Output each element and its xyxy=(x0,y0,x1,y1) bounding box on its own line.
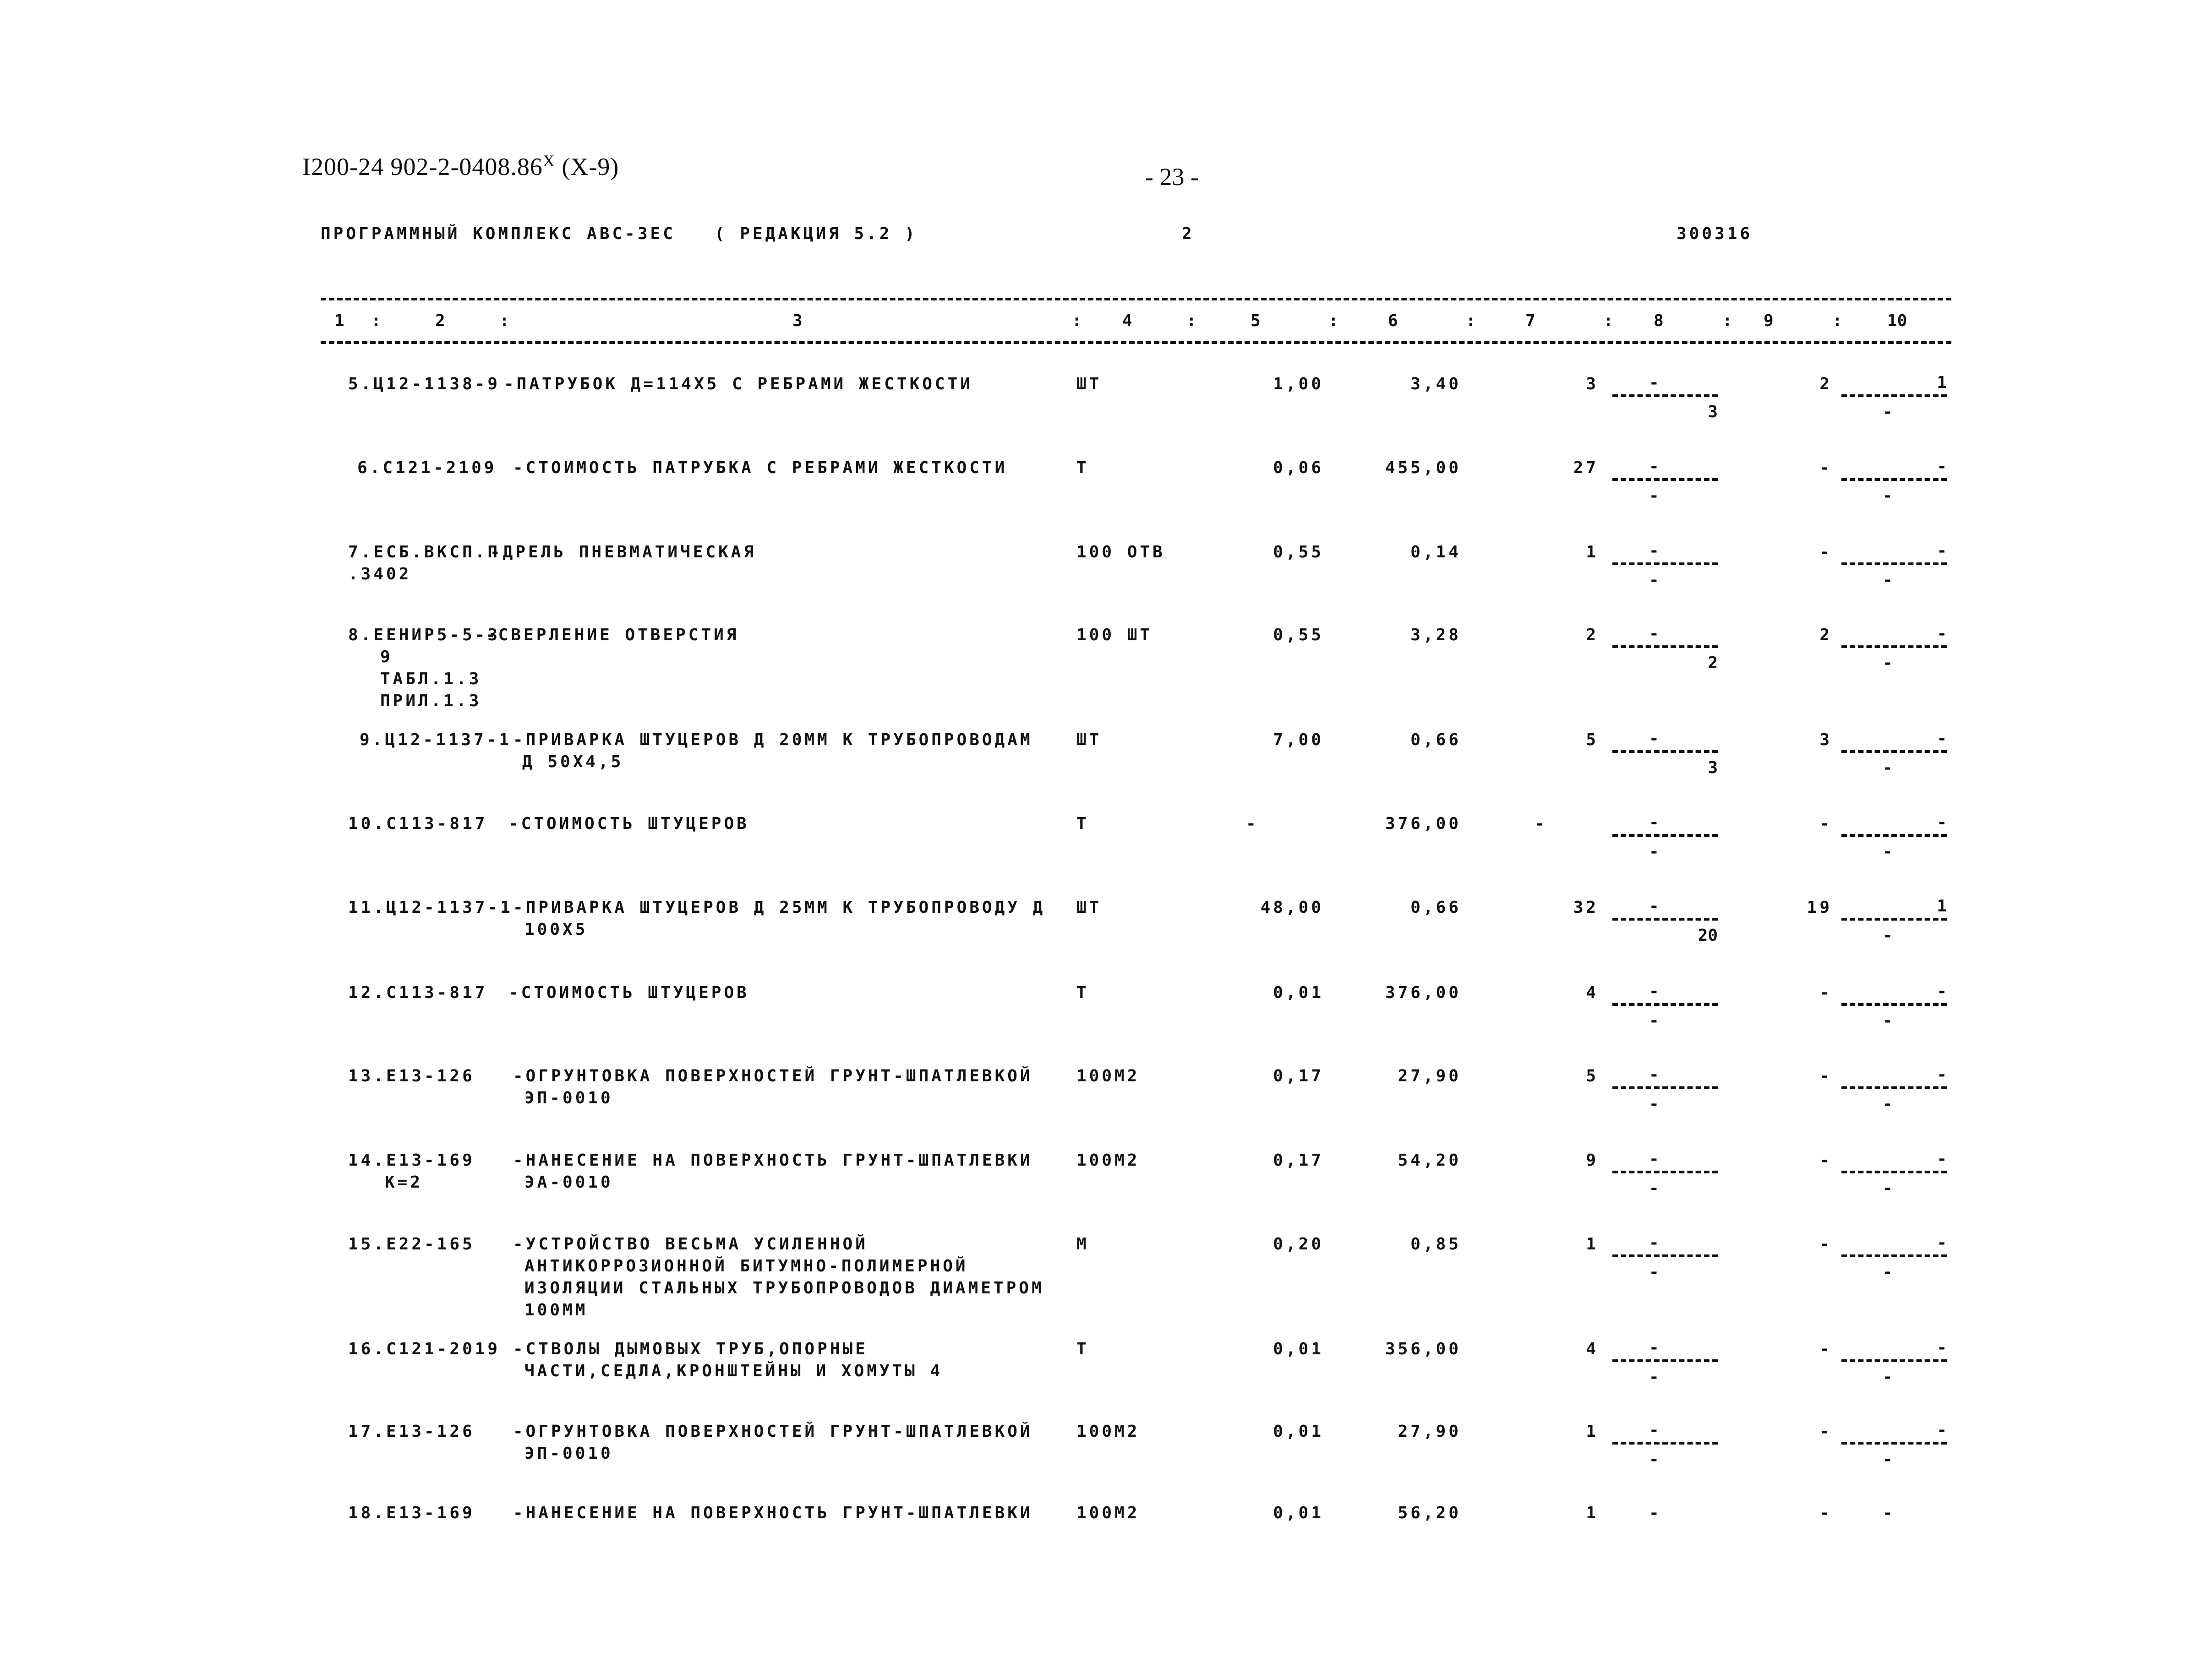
row-col10: - xyxy=(1883,1504,1895,1522)
col10-numerator: - xyxy=(1937,1150,1947,1168)
row-col10-fraction xyxy=(1841,373,1947,437)
col10-numerator: - xyxy=(1937,457,1947,476)
row-col8-fraction xyxy=(1612,1233,1718,1298)
row-description-line2: ЭП-0010 xyxy=(524,1089,613,1107)
col-num-7: 7 xyxy=(1525,311,1535,330)
row-quantity: - xyxy=(1246,814,1259,833)
doc-code-text: I200-24 902-2-0408.86 xyxy=(302,153,543,180)
row-col9: - xyxy=(1819,1504,1832,1522)
row-code-line2: К=2 xyxy=(385,1173,423,1192)
row-quantity: 0,01 xyxy=(1273,1422,1324,1441)
row-col8-fraction xyxy=(1612,897,1718,961)
col10-denominator: - xyxy=(1883,1011,1893,1030)
row-code: 7.ЕСБ.ВКСП.П xyxy=(348,543,501,562)
row-unit: М xyxy=(1076,1235,1089,1254)
row-col10-fraction xyxy=(1841,457,1947,521)
row-description: -СТОИМОСТЬ ШТУЦЕРОВ xyxy=(508,814,749,833)
col10-numerator: - xyxy=(1937,813,1947,832)
col10-denominator: - xyxy=(1883,1179,1893,1198)
row-description: -СВЕРЛЕНИЕ ОТВЕРСТИЯ xyxy=(486,626,739,644)
row-code: 13.Е13-126 xyxy=(348,1067,475,1085)
col10-denominator: - xyxy=(1883,1095,1893,1113)
row-code-line2: .3402 xyxy=(348,565,412,583)
row-col10-fraction xyxy=(1841,1338,1947,1402)
row-code: 17.Е13-126 xyxy=(348,1422,475,1441)
row-quantity: 0,06 xyxy=(1273,458,1324,477)
row-price: 376,00 xyxy=(1385,814,1461,833)
row-description: -СТВОЛЫ ДЫМОВЫХ ТРУБ,ОПОРНЫЕ xyxy=(513,1340,868,1358)
row-price: 455,00 xyxy=(1385,458,1461,477)
row-col10-fraction xyxy=(1841,541,1947,605)
col8-denominator: - xyxy=(1649,1368,1659,1386)
col10-numerator: - xyxy=(1937,729,1947,748)
col8-denominator: - xyxy=(1649,1011,1659,1030)
col10-numerator: - xyxy=(1937,1233,1947,1252)
row-description-line2: АНТИКОРРОЗИОННОЙ БИТУМНО-ПОЛИМЕРНОЙ xyxy=(524,1257,968,1276)
row-code: 14.Е13-169 xyxy=(348,1151,475,1170)
row-col10-fraction xyxy=(1841,813,1947,877)
row-col7: 4 xyxy=(1586,1340,1599,1358)
row-description: -УСТРОЙСТВО ВЕСЬМА УСИЛЕННОЙ xyxy=(513,1235,868,1254)
row-quantity: 7,00 xyxy=(1273,731,1324,749)
row-unit: 100 ОТВ xyxy=(1076,543,1165,562)
col8-numerator: - xyxy=(1649,1233,1659,1252)
row-code-line4: ПРИЛ.1.3 xyxy=(380,692,482,710)
document-code xyxy=(302,151,619,181)
row-col10-fraction xyxy=(1841,729,1947,793)
row-price: 0,66 xyxy=(1410,898,1461,917)
col-num-1: 1 xyxy=(334,311,344,330)
col-num-4: 4 xyxy=(1122,311,1132,330)
row-code: 9.Ц12-1137-1 xyxy=(360,731,512,749)
row-col9: - xyxy=(1819,458,1832,477)
col8-denominator: - xyxy=(1649,571,1659,589)
row-col9: - xyxy=(1819,543,1832,562)
row-price: 376,00 xyxy=(1385,983,1461,1002)
row-col8-fraction xyxy=(1612,373,1718,437)
col8-denominator: 2 xyxy=(1708,654,1718,672)
row-quantity: 0,17 xyxy=(1273,1151,1324,1170)
row-code: 11.Ц12-1137-1 xyxy=(348,898,513,917)
row-col7: 5 xyxy=(1586,731,1599,749)
col8-numerator: - xyxy=(1649,541,1659,560)
col10-numerator: - xyxy=(1937,982,1947,1001)
program-name: ПРОГРАММНЫЙ КОМПЛЕКС АВС-ЗЕС xyxy=(321,224,676,243)
row-unit: ШТ xyxy=(1076,375,1102,393)
col-num-10: 10 xyxy=(1887,311,1907,330)
col8-numerator: - xyxy=(1649,373,1659,392)
row-col9: 19 xyxy=(1807,898,1832,917)
row-col8-fraction xyxy=(1612,1065,1718,1129)
row-col9: - xyxy=(1819,814,1832,833)
col8-numerator: - xyxy=(1649,1421,1659,1440)
row-description: -ОГРУНТОВКА ПОВЕРХНОСТЕЙ ГРУНТ-ШПАТЛЕВКОЙ xyxy=(513,1422,1033,1441)
row-unit: Т xyxy=(1076,814,1089,833)
doc-code-suffix: (X-9) xyxy=(555,153,619,180)
col-separator: : xyxy=(1186,311,1196,330)
row-col10-fraction xyxy=(1841,1150,1947,1214)
col10-numerator: 1 xyxy=(1937,373,1947,392)
row-description-line2: ЭА-0010 xyxy=(524,1173,613,1192)
row-description: -ОГРУНТОВКА ПОВЕРХНОСТЕЙ ГРУНТ-ШПАТЛЕВКОЙ xyxy=(513,1067,1033,1085)
row-col8-fraction xyxy=(1612,813,1718,877)
row-unit: 100 ШТ xyxy=(1076,626,1153,644)
col10-denominator: - xyxy=(1883,1450,1893,1469)
row-quantity: 48,00 xyxy=(1260,898,1324,917)
col10-denominator: - xyxy=(1883,1368,1893,1386)
row-col8-fraction xyxy=(1612,457,1718,521)
row-price: 27,90 xyxy=(1398,1422,1461,1441)
row-code: 15.Е22-165 xyxy=(348,1235,475,1254)
row-quantity: 1,00 xyxy=(1273,375,1324,393)
row-description: -ПРИВАРКА ШТУЦЕРОВ Д 25ММ К ТРУБОПРОВОДУ Д xyxy=(513,898,1046,917)
col-num-6: 6 xyxy=(1388,311,1398,330)
row-col7: 4 xyxy=(1586,983,1599,1002)
row-price: 27,90 xyxy=(1398,1067,1461,1085)
row-code: 8.ЕЕНИР5-5-3 xyxy=(348,626,501,644)
row-quantity: 0,20 xyxy=(1273,1235,1324,1254)
row-description: -ПАТРУБОК Д=114Х5 С РЕБРАМИ ЖЕСТКОСТИ xyxy=(504,375,973,393)
row-col10-fraction xyxy=(1841,897,1947,961)
col8-denominator: 3 xyxy=(1708,403,1718,421)
row-price: 3,40 xyxy=(1410,375,1461,393)
program-edition: ( РЕДАКЦИЯ 5.2 ) xyxy=(715,224,918,243)
row-code: 18.Е13-169 xyxy=(348,1504,475,1522)
row-unit: Т xyxy=(1076,458,1089,477)
col8-numerator: - xyxy=(1649,897,1659,916)
row-quantity: 0,01 xyxy=(1273,983,1324,1002)
col8-denominator: - xyxy=(1649,1450,1659,1469)
row-col10-fraction xyxy=(1841,982,1947,1046)
col8-denominator: - xyxy=(1649,1263,1659,1281)
col8-denominator: 20 xyxy=(1698,926,1718,945)
col8-numerator: - xyxy=(1649,1338,1659,1357)
col10-denominator: - xyxy=(1883,403,1893,421)
col8-denominator: - xyxy=(1649,842,1659,861)
col8-numerator: - xyxy=(1649,729,1659,748)
row-col7: 1 xyxy=(1586,1422,1599,1441)
row-code: 6.С121-2109 xyxy=(357,458,497,477)
row-col7: 3 xyxy=(1586,375,1599,393)
row-col8-fraction xyxy=(1612,1338,1718,1402)
row-col10-fraction xyxy=(1841,624,1947,688)
row-col9: - xyxy=(1819,1235,1832,1254)
row-code: 12.С113-817 xyxy=(348,983,488,1002)
col10-denominator: - xyxy=(1883,654,1893,672)
col10-denominator: - xyxy=(1883,1263,1893,1281)
col8-numerator: - xyxy=(1649,1065,1659,1084)
row-description: -НАНЕСЕНИЕ НА ПОВЕРХНОСТЬ ГРУНТ-ШПАТЛЕВКИ xyxy=(513,1151,1033,1170)
row-quantity: 0,01 xyxy=(1273,1504,1324,1522)
row-description: -ПРИВАРКА ШТУЦЕРОВ Д 20ММ К ТРУБОПРОВОДАМ xyxy=(513,731,1033,749)
col-separator: : xyxy=(1072,311,1082,330)
row-code-line2: 9 xyxy=(380,648,393,666)
col8-denominator: - xyxy=(1649,486,1659,505)
col10-numerator: - xyxy=(1937,1421,1947,1440)
row-description-line4: 100ММ xyxy=(524,1301,588,1320)
row-description-line2: ЭП-0010 xyxy=(524,1444,613,1463)
row-col9: - xyxy=(1819,983,1832,1002)
col-num-8: 8 xyxy=(1654,311,1664,330)
row-unit: 100М2 xyxy=(1076,1151,1140,1170)
row-col8-fraction xyxy=(1612,624,1718,688)
col8-numerator: - xyxy=(1649,813,1659,832)
row-code: 16.С121-2019 xyxy=(348,1340,501,1358)
row-unit: ШТ xyxy=(1076,731,1102,749)
row-col7: 1 xyxy=(1586,1235,1599,1254)
row-description-line3: ИЗОЛЯЦИИ СТАЛЬНЫХ ТРУБОПРОВОДОВ ДИАМЕТРОМ xyxy=(524,1279,1044,1298)
row-code: 10.С113-817 xyxy=(348,814,488,833)
row-col7: 9 xyxy=(1586,1151,1599,1170)
row-quantity: 0,55 xyxy=(1273,626,1324,644)
row-price: 0,85 xyxy=(1410,1235,1461,1254)
col10-denominator: - xyxy=(1883,486,1893,505)
col10-denominator: - xyxy=(1883,571,1893,589)
col8-denominator: - xyxy=(1649,1095,1659,1113)
row-col9: 3 xyxy=(1819,731,1832,749)
row-description: -ДРЕЛЬ ПНЕВМАТИЧЕСКАЯ xyxy=(490,543,757,562)
row-unit: 100М2 xyxy=(1076,1504,1140,1522)
table-top-rule xyxy=(321,298,1951,300)
col8-numerator: - xyxy=(1649,457,1659,476)
col8-numerator: - xyxy=(1649,624,1659,643)
col-separator: : xyxy=(1466,311,1476,330)
row-code-line3: ТАБЛ.1.3 xyxy=(380,670,482,688)
col-separator: : xyxy=(1722,311,1732,330)
row-col7: 1 xyxy=(1586,1504,1599,1522)
col-num-5: 5 xyxy=(1251,311,1261,330)
row-unit: Т xyxy=(1076,983,1089,1002)
col-separator: : xyxy=(499,311,509,330)
row-col10-fraction xyxy=(1841,1233,1947,1298)
row-col9: - xyxy=(1819,1422,1832,1441)
row-description-line2: Д 50Х4,5 xyxy=(522,752,624,771)
page-number: - 23 - xyxy=(1145,163,1199,191)
col10-numerator: - xyxy=(1937,624,1947,643)
row-col7: 32 xyxy=(1573,898,1599,917)
row-code: 5.Ц12-1138-9 xyxy=(348,375,501,393)
col8-numerator: - xyxy=(1649,982,1659,1001)
row-description: -НАНЕСЕНИЕ НА ПОВЕРХНОСТЬ ГРУНТ-ШПАТЛЕВКИ xyxy=(513,1504,1033,1522)
doc-code-superscript: X xyxy=(542,152,555,170)
row-col10-fraction xyxy=(1841,1065,1947,1129)
col8-denominator: - xyxy=(1649,1179,1659,1198)
row-col9: - xyxy=(1819,1151,1832,1170)
row-col9: 2 xyxy=(1819,626,1832,644)
col-separator: : xyxy=(371,311,381,330)
row-description-line2: 100Х5 xyxy=(524,920,588,939)
col8-denominator: 3 xyxy=(1708,758,1718,777)
col-separator: : xyxy=(1328,311,1338,330)
row-col8-fraction xyxy=(1612,982,1718,1046)
row-price: 356,00 xyxy=(1385,1340,1461,1358)
row-price: 56,20 xyxy=(1398,1504,1461,1522)
row-description: -СТОИМОСТЬ ПАТРУБКА С РЕБРАМИ ЖЕСТКОСТИ xyxy=(513,458,1008,477)
code-number: 300316 xyxy=(1677,224,1753,243)
col10-denominator: - xyxy=(1883,758,1893,777)
col10-denominator: - xyxy=(1883,926,1893,945)
row-description-line2: ЧАСТИ,СЕДЛА,КРОНШТЕЙНЫ И ХОМУТЫ 4 xyxy=(524,1362,943,1380)
row-quantity: 0,01 xyxy=(1273,1340,1324,1358)
row-price: 0,66 xyxy=(1410,731,1461,749)
col8-numerator: - xyxy=(1649,1150,1659,1168)
row-col8-fraction xyxy=(1612,541,1718,605)
row-col8: - xyxy=(1649,1504,1662,1522)
row-unit: 100М2 xyxy=(1076,1067,1140,1085)
row-unit: 100М2 xyxy=(1076,1422,1140,1441)
sheet-number: 2 xyxy=(1182,224,1195,243)
col10-denominator: - xyxy=(1883,842,1893,861)
row-col9: 2 xyxy=(1819,375,1832,393)
row-col8-fraction xyxy=(1612,729,1718,793)
row-quantity: 0,55 xyxy=(1273,543,1324,562)
row-price: 54,20 xyxy=(1398,1151,1461,1170)
col10-numerator: - xyxy=(1937,541,1947,560)
row-col7: 27 xyxy=(1573,458,1599,477)
row-unit: Т xyxy=(1076,1340,1089,1358)
table-header-rule xyxy=(321,341,1951,344)
row-col8-fraction xyxy=(1612,1150,1718,1214)
col-num-2: 2 xyxy=(435,311,445,330)
row-price: 0,14 xyxy=(1410,543,1461,562)
row-col7: 2 xyxy=(1586,626,1599,644)
row-col7: - xyxy=(1535,814,1547,833)
row-col10-fraction xyxy=(1841,1421,1947,1485)
col-num-3: 3 xyxy=(792,311,803,330)
row-col9: - xyxy=(1819,1340,1832,1358)
col-num-9: 9 xyxy=(1764,311,1774,330)
col-separator: : xyxy=(1832,311,1842,330)
row-col7: 5 xyxy=(1586,1067,1599,1085)
row-unit: ШТ xyxy=(1076,898,1102,917)
row-quantity: 0,17 xyxy=(1273,1067,1324,1085)
row-description: -СТОИМОСТЬ ШТУЦЕРОВ xyxy=(508,983,749,1002)
col10-numerator: - xyxy=(1937,1338,1947,1357)
col-separator: : xyxy=(1603,311,1613,330)
row-col8-fraction xyxy=(1612,1421,1718,1485)
col10-numerator: - xyxy=(1937,1065,1947,1084)
row-price: 3,28 xyxy=(1410,626,1461,644)
row-col7: 1 xyxy=(1586,543,1599,562)
row-col9: - xyxy=(1819,1067,1832,1085)
col10-numerator: 1 xyxy=(1937,897,1947,916)
